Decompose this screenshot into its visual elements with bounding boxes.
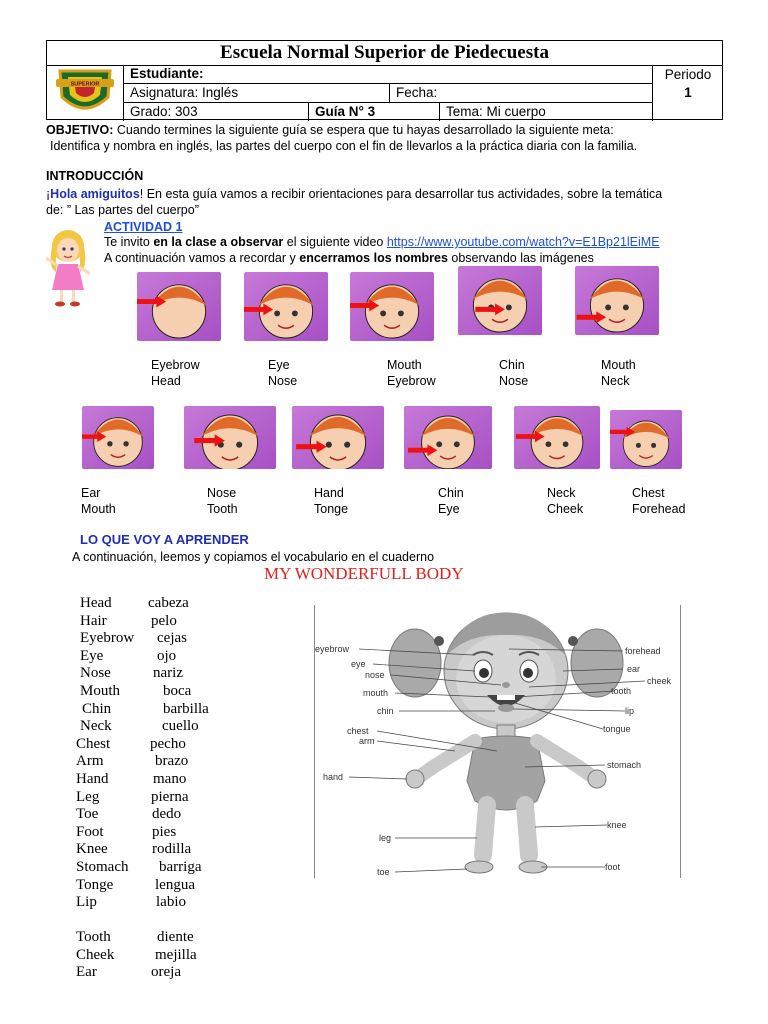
row2-image-4 xyxy=(404,406,492,469)
row1-image-2 xyxy=(244,272,328,341)
vocab-spanish: brazo xyxy=(155,753,189,770)
row1-option[interactable]: Eyebrow xyxy=(387,374,436,388)
actividad-title: ACTIVIDAD 1 xyxy=(104,220,183,234)
aprender-title: LO QUE VOY A APRENDER xyxy=(80,532,249,547)
vocab-english: Chest xyxy=(76,735,111,752)
tema-cell xyxy=(440,103,653,121)
aprender-subtitle: A continuación, leemos y copiamos el vocabulario en el cuaderno xyxy=(72,550,435,564)
header-table xyxy=(46,40,723,120)
diagram-label: tongue xyxy=(603,724,631,734)
video-link[interactable]: https://www.youtube.com/watch?v=E1Bp21lEiME xyxy=(386,235,660,249)
diagram-label: hand xyxy=(323,772,344,782)
vocab-spanish: dedo xyxy=(152,806,182,823)
vocab-english: Ear xyxy=(76,964,97,981)
objetivo-label: OBJETIVO: xyxy=(46,123,114,137)
vocab-english: Stomach xyxy=(76,859,129,875)
row1-option[interactable]: Head xyxy=(151,374,181,388)
vocab-english: Neck xyxy=(80,718,112,735)
vocab-spanish: pierna xyxy=(151,788,189,805)
invite-post: el siguiente video xyxy=(283,235,387,249)
school-name: Escuela Normal Superior de Piedecuesta xyxy=(47,41,722,66)
vocab-english: Knee xyxy=(76,841,108,858)
row1-image-1 xyxy=(137,272,221,341)
body-diagram xyxy=(314,605,681,878)
grado-value: 303 xyxy=(175,104,198,119)
diagram-label: foot xyxy=(605,862,621,872)
row2-option[interactable]: Eye xyxy=(438,502,460,516)
row1-option[interactable]: Neck xyxy=(601,374,630,388)
vocab-english: Arm xyxy=(76,753,104,770)
vocab-spanish: oreja xyxy=(151,964,181,981)
objetivo-line1 xyxy=(46,122,614,138)
diagram-label: lip xyxy=(625,706,635,716)
intro-hola: Hola amiguitos xyxy=(50,187,140,201)
row2-image-6 xyxy=(610,410,682,469)
diagram-label: chest xyxy=(347,726,369,736)
vocab-spanish: mejilla xyxy=(155,946,197,963)
row1-image-5 xyxy=(575,266,659,335)
row1-option[interactable]: Eyebrow xyxy=(151,358,200,372)
intro-text: ! En esta guía vamos a recibir orientaciones para desarrollar tus actividades, sobre la temática xyxy=(139,187,663,201)
fecha-cell xyxy=(390,84,653,103)
diagram-label: nose xyxy=(365,670,385,680)
diagram-label: mouth xyxy=(363,688,389,698)
row2-option[interactable]: Chest xyxy=(632,486,665,500)
vocab-spanish: lengua xyxy=(155,876,195,893)
vocab-spanish: cuello xyxy=(162,718,199,735)
row2-image-5 xyxy=(514,406,600,469)
diagram-label: eyebrow xyxy=(315,644,350,654)
vocab-english: Tooth xyxy=(76,929,111,945)
row2-option[interactable]: Cheek xyxy=(547,502,584,516)
diagram-label: eye xyxy=(351,659,366,669)
vocab-english: Chin xyxy=(82,700,112,717)
cont-bold: encerramos los nombres xyxy=(299,251,448,265)
row2-option[interactable]: Hand xyxy=(314,486,344,500)
intro-line2: de: ” Las partes del cuerpo” xyxy=(46,203,199,217)
vocab-spanish: pelo xyxy=(151,612,177,629)
objetivo-text: Cuando termines la siguiente guía se espera que tu hayas desarrollado la siguiente meta: xyxy=(113,123,614,137)
actividad-invite xyxy=(104,234,660,250)
vocab-english: Leg xyxy=(76,788,100,805)
intro-pre: ¡ xyxy=(46,187,51,201)
row1-option[interactable]: Eye xyxy=(268,358,290,372)
cont-post: observando las imágenes xyxy=(447,251,594,265)
intro-title: INTRODUCCIÓN xyxy=(46,169,144,183)
row2-option[interactable]: Chin xyxy=(438,486,464,500)
vocab-english: Hair xyxy=(80,612,107,629)
vocab-spanish: rodilla xyxy=(152,841,192,858)
row1-option[interactable]: Nose xyxy=(268,374,298,388)
periodo-cell xyxy=(653,65,723,121)
vocab-english: Eye xyxy=(80,647,104,664)
row1-option[interactable]: Mouth xyxy=(601,358,636,372)
logo-cell xyxy=(47,65,124,121)
vocab-english: Cheek xyxy=(76,946,115,963)
vocab-english: Mouth xyxy=(80,683,121,699)
row1-option[interactable]: Chin xyxy=(499,358,525,372)
vocab-spanish: pies xyxy=(152,823,177,840)
objetivo-line2: Identifica y nombra en inglés, las partes del cuerpo con el fin de llevarlos a la práctica diaria con la familia. xyxy=(50,139,638,153)
vocab-spanish: pecho xyxy=(150,735,186,752)
vocab-english: Lip xyxy=(76,894,97,911)
row2-image-2 xyxy=(184,406,276,469)
guia-label: Guía N° 3 xyxy=(315,104,376,119)
diagram-label: cheek xyxy=(647,676,672,686)
row2-option[interactable]: Nose xyxy=(207,486,237,500)
diagram-label: arm xyxy=(359,736,375,746)
cont-pre: A continuación vamos a recordar y xyxy=(104,251,300,265)
diagram-label: forehead xyxy=(625,646,661,656)
diagram-label: ear xyxy=(627,664,641,674)
diagram-label: toe xyxy=(377,867,390,877)
my-body-heading: MY WONDERFULL BODY xyxy=(264,564,464,583)
fecha-label: Fecha: xyxy=(396,85,438,100)
row1-option[interactable]: Mouth xyxy=(387,358,422,372)
vocab-english: Nose xyxy=(80,665,111,682)
tema-label: Tema: Mi cuerpo xyxy=(446,104,546,119)
vocab-spanish: ojo xyxy=(157,647,177,664)
periodo-value: 1 xyxy=(684,85,692,100)
row2-image-1 xyxy=(82,406,154,469)
row2-option[interactable]: Forehead xyxy=(632,502,686,516)
school-logo xyxy=(52,67,118,119)
vocab-spanish: diente xyxy=(157,929,194,945)
invite-pre: Te invito xyxy=(104,235,154,249)
row1-image-4 xyxy=(458,266,542,335)
asignatura-cell xyxy=(124,84,390,103)
row1-option[interactable]: Nose xyxy=(499,374,529,388)
vocab-spanish: cabeza xyxy=(148,595,189,611)
logo-text: SUPERIOR xyxy=(70,81,100,88)
actividad-continuation xyxy=(104,250,594,266)
row2-option[interactable]: Tooth xyxy=(207,502,238,516)
vocab-english: Tonge xyxy=(76,876,114,893)
vocab-spanish: barriga xyxy=(159,859,202,875)
row2-image-3 xyxy=(292,406,384,469)
vocab-english: Hand xyxy=(76,771,109,787)
row2-option[interactable]: Mouth xyxy=(81,502,116,516)
vocab-spanish: nariz xyxy=(153,665,183,682)
vocab-english: Eyebrow xyxy=(80,630,135,647)
row2-option[interactable]: Neck xyxy=(547,486,576,500)
asignatura-label: Asignatura: Inglés xyxy=(130,85,239,100)
intro-line1 xyxy=(46,186,662,202)
diagram-label: knee xyxy=(607,820,627,830)
estudiante-label: Estudiante: xyxy=(130,66,204,81)
vocab-spanish: mano xyxy=(153,771,187,787)
row2-option[interactable]: Tonge xyxy=(314,502,349,516)
guia-cell xyxy=(309,103,440,121)
periodo-label: Periodo xyxy=(664,67,712,82)
diagram-label: stomach xyxy=(607,760,642,770)
grado-cell xyxy=(124,103,309,121)
diagram-label: tooth xyxy=(611,686,632,696)
vocab-spanish: barbilla xyxy=(163,700,209,717)
vocab-spanish: boca xyxy=(163,683,192,699)
row2-option[interactable]: Ear xyxy=(81,486,101,500)
row1-image-3 xyxy=(350,272,434,341)
vocab-english: Head xyxy=(80,595,112,611)
vocab-english: Toe xyxy=(76,806,99,823)
diagram-label: chin xyxy=(377,706,394,716)
vocab-english: Foot xyxy=(76,823,104,840)
vocab-spanish: labio xyxy=(156,894,186,911)
diagram-label: leg xyxy=(379,833,392,843)
invite-bold: en la clase a observar xyxy=(153,235,284,249)
girl-illustration xyxy=(42,228,98,308)
grado-label: Grado: xyxy=(130,104,172,119)
vocab-spanish: cejas xyxy=(157,630,187,647)
estudiante-cell xyxy=(124,65,653,84)
